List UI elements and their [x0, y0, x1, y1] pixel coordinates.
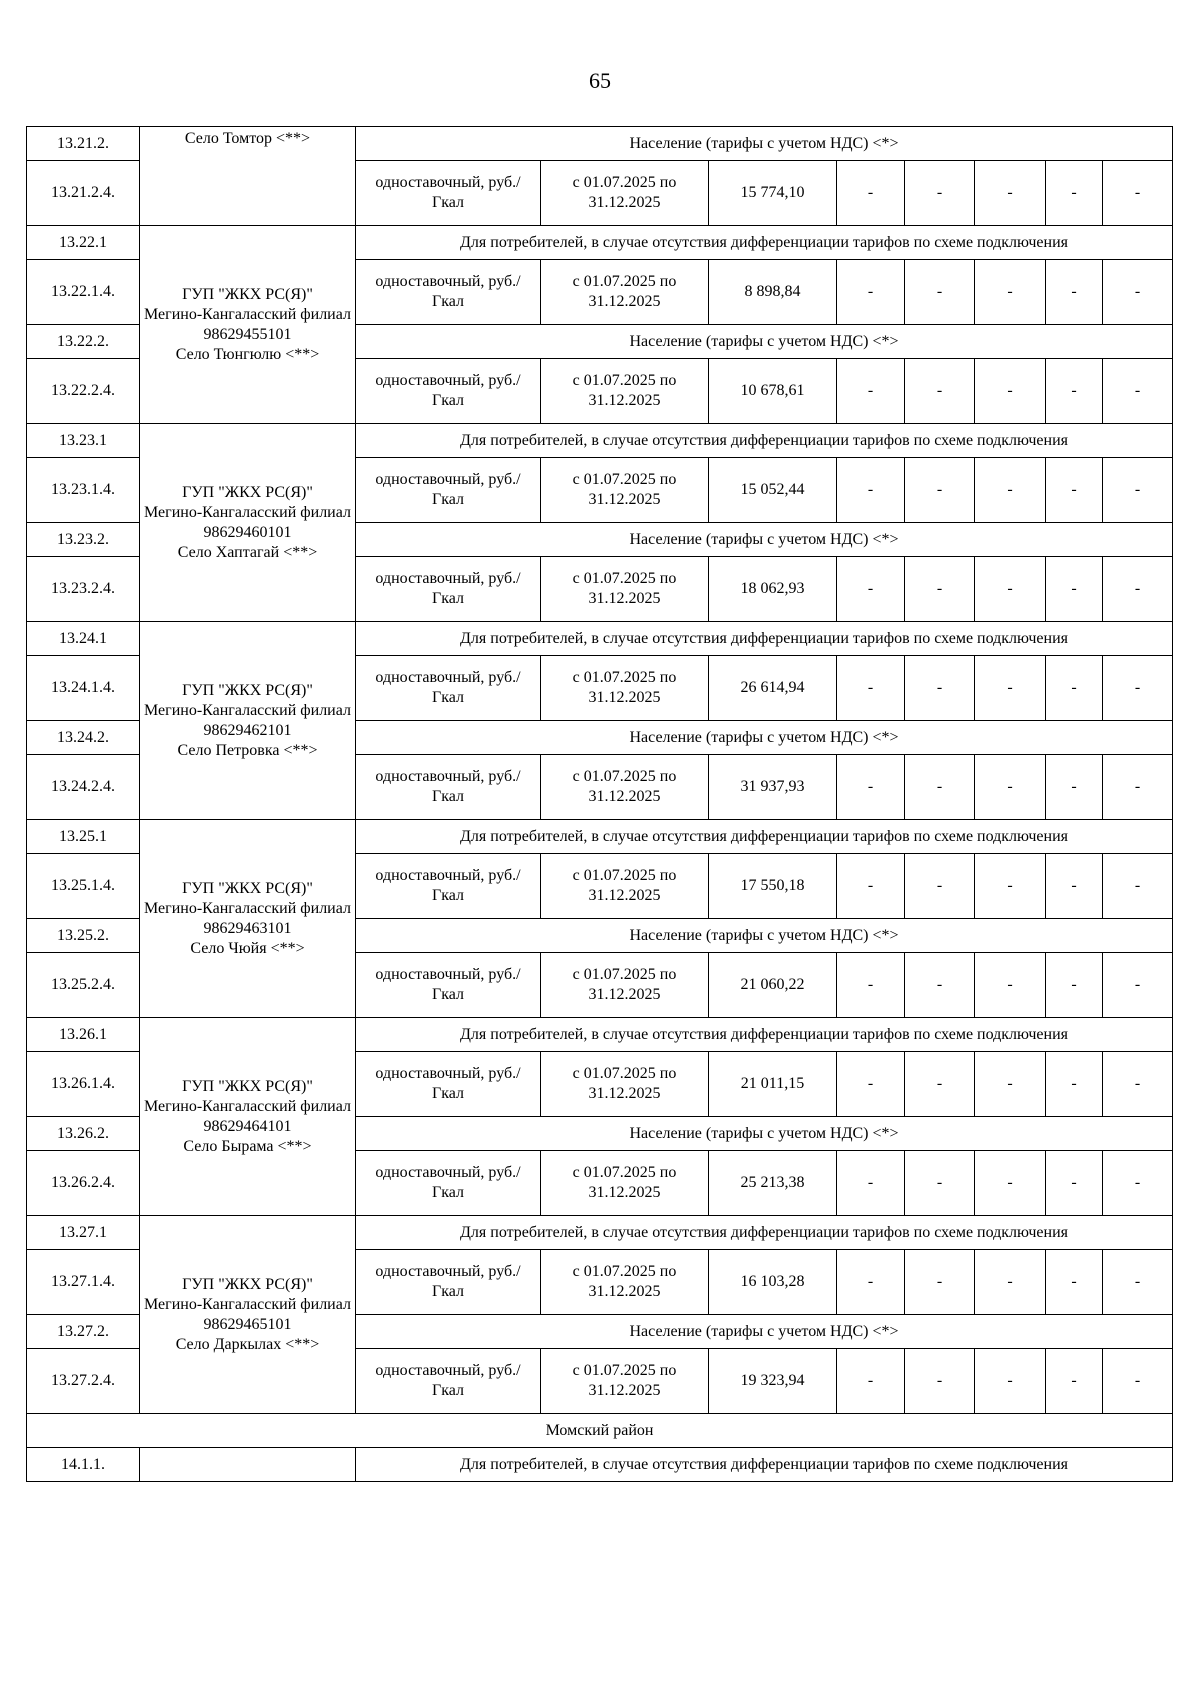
organization-place: Село Чюйя <**>	[190, 939, 305, 957]
tariff-type-cell: одноставочный, руб./Гкал	[356, 557, 541, 622]
tariff-type-cell: одноставочный, руб./Гкал	[356, 953, 541, 1018]
organization-cell	[140, 1216, 356, 1414]
empty-value-dash: -	[1103, 557, 1173, 622]
row-code-cell: 13.25.1	[27, 820, 140, 854]
organization-place: Село Томтор <**>	[184, 130, 311, 147]
empty-value-dash: -	[975, 1349, 1046, 1414]
organization-place: Село Петровка <**>	[177, 741, 318, 759]
period-cell: с 01.07.2025 по 31.12.2025	[541, 260, 709, 325]
table-row	[27, 127, 1173, 161]
row-code-cell: 13.23.2.4.	[27, 557, 140, 622]
organization-name: ГУП "ЖКХ РС(Я)"	[182, 483, 313, 501]
population-header-cell: Население (тарифы с учетом НДС) <*>	[356, 523, 1173, 557]
tariff-type-cell: одноставочный, руб./Гкал	[356, 161, 541, 226]
period-cell: с 01.07.2025 по 31.12.2025	[541, 1349, 709, 1414]
table-row	[27, 1448, 1173, 1482]
consumers-header-cell: Для потребителей, в случае отсутствия дифференциации тарифов по схеме подключения	[356, 1216, 1173, 1250]
organization-code: 98629455101	[203, 325, 292, 343]
organization-cell	[140, 127, 356, 226]
empty-value-dash: -	[837, 458, 905, 523]
empty-value-dash: -	[1046, 1052, 1103, 1117]
population-header-cell: Население (тарифы с учетом НДС) <*>	[356, 127, 1173, 161]
organization-branch: Мегино-Кангаласский филиал	[144, 899, 351, 917]
period-cell: с 01.07.2025 по 31.12.2025	[541, 1250, 709, 1315]
tariff-type-cell: одноставочный, руб./Гкал	[356, 1052, 541, 1117]
row-code-cell: 13.24.2.4.	[27, 755, 140, 820]
organization-code: 98629465101	[203, 1315, 292, 1333]
row-code-cell: 13.26.2.4.	[27, 1151, 140, 1216]
organization-code: 98629462101	[203, 721, 292, 739]
tariff-type-cell: одноставочный, руб./Гкал	[356, 656, 541, 721]
consumers-header-cell: Для потребителей, в случае отсутствия дифференциации тарифов по схеме подключения	[356, 1448, 1173, 1482]
organization-branch: Мегино-Кангаласский филиал	[144, 503, 351, 521]
empty-value-dash: -	[975, 359, 1046, 424]
organization-place: Село Тюнгюлю <**>	[175, 345, 320, 363]
organization-code: 98629464101	[203, 1117, 292, 1135]
organization-cell	[140, 622, 356, 820]
empty-value-dash: -	[837, 260, 905, 325]
row-code-cell: 13.23.2.	[27, 523, 140, 557]
row-code-cell: 13.25.1.4.	[27, 854, 140, 919]
empty-value-dash: -	[975, 953, 1046, 1018]
empty-value-dash: -	[905, 755, 975, 820]
empty-value-dash: -	[1103, 161, 1173, 226]
table-row	[27, 820, 1173, 854]
row-code-cell: 13.27.2.4.	[27, 1349, 140, 1414]
empty-value-dash: -	[837, 557, 905, 622]
empty-value-dash: -	[975, 1052, 1046, 1117]
district-name-cell: Момский район	[27, 1414, 1173, 1448]
tariff-type-cell: одноставочный, руб./Гкал	[356, 1250, 541, 1315]
row-code-cell: 13.25.2.	[27, 919, 140, 953]
tariff-value-cell: 15 052,44	[709, 458, 837, 523]
empty-value-dash: -	[975, 1151, 1046, 1216]
tariff-type-cell: одноставочный, руб./Гкал	[356, 755, 541, 820]
empty-value-dash: -	[1046, 359, 1103, 424]
table-row	[27, 1216, 1173, 1250]
empty-value-dash: -	[1103, 1151, 1173, 1216]
organization-name: ГУП "ЖКХ РС(Я)"	[182, 1275, 313, 1293]
district-row	[27, 1414, 1173, 1448]
empty-value-dash: -	[1103, 1349, 1173, 1414]
organization-code: 98629463101	[203, 919, 292, 937]
tariff-value-cell: 18 062,93	[709, 557, 837, 622]
empty-value-dash: -	[837, 359, 905, 424]
empty-value-dash: -	[1103, 260, 1173, 325]
table-row	[27, 622, 1173, 656]
tariff-value-cell: 17 550,18	[709, 854, 837, 919]
tariff-value-cell: 21 060,22	[709, 953, 837, 1018]
empty-value-dash: -	[905, 260, 975, 325]
organization-cell	[140, 424, 356, 622]
organization-place: Село Бырама <**>	[183, 1137, 312, 1155]
tariff-type-cell: одноставочный, руб./Гкал	[356, 458, 541, 523]
row-code-cell: 13.22.1.4.	[27, 260, 140, 325]
table-row	[27, 1018, 1173, 1052]
empty-value-dash: -	[905, 1349, 975, 1414]
tariff-value-cell: 10 678,61	[709, 359, 837, 424]
tariff-type-cell: одноставочный, руб./Гкал	[356, 854, 541, 919]
row-code-cell: 13.27.1.4.	[27, 1250, 140, 1315]
row-code-cell: 13.23.1	[27, 424, 140, 458]
empty-value-dash: -	[1103, 1052, 1173, 1117]
empty-value-dash: -	[837, 953, 905, 1018]
organization-branch: Мегино-Кангаласский филиал	[144, 701, 351, 719]
empty-value-dash: -	[905, 953, 975, 1018]
organization-cell-empty	[140, 1448, 356, 1482]
empty-value-dash: -	[1046, 1151, 1103, 1216]
empty-value-dash: -	[837, 1250, 905, 1315]
empty-value-dash: -	[1046, 755, 1103, 820]
table-row	[27, 424, 1173, 458]
population-header-cell: Население (тарифы с учетом НДС) <*>	[356, 1315, 1173, 1349]
empty-value-dash: -	[1046, 953, 1103, 1018]
organization-code: 98629460101	[203, 523, 292, 541]
tariff-value-cell: 15 774,10	[709, 161, 837, 226]
row-code-cell: 13.24.1.4.	[27, 656, 140, 721]
consumers-header-cell: Для потребителей, в случае отсутствия дифференциации тарифов по схеме подключения	[356, 226, 1173, 260]
row-code-cell: 13.22.2.	[27, 325, 140, 359]
organization-name: ГУП "ЖКХ РС(Я)"	[182, 1077, 313, 1095]
row-code-cell: 13.25.2.4.	[27, 953, 140, 1018]
organization-name: ГУП "ЖКХ РС(Я)"	[182, 681, 313, 699]
empty-value-dash: -	[975, 854, 1046, 919]
organization-cell	[140, 1018, 356, 1216]
empty-value-dash: -	[1103, 359, 1173, 424]
tariff-type-cell: одноставочный, руб./Гкал	[356, 260, 541, 325]
tariff-type-cell: одноставочный, руб./Гкал	[356, 1349, 541, 1414]
empty-value-dash: -	[905, 557, 975, 622]
organization-branch: Мегино-Кангаласский филиал	[144, 305, 351, 323]
period-cell: с 01.07.2025 по 31.12.2025	[541, 1151, 709, 1216]
row-code-cell: 13.26.1	[27, 1018, 140, 1052]
organization-cell	[140, 226, 356, 424]
empty-value-dash: -	[1046, 1250, 1103, 1315]
tariff-value-cell: 8 898,84	[709, 260, 837, 325]
empty-value-dash: -	[1046, 458, 1103, 523]
empty-value-dash: -	[905, 458, 975, 523]
row-code-cell: 13.24.1	[27, 622, 140, 656]
period-cell: с 01.07.2025 по 31.12.2025	[541, 656, 709, 721]
period-cell: с 01.07.2025 по 31.12.2025	[541, 557, 709, 622]
organization-name: ГУП "ЖКХ РС(Я)"	[182, 285, 313, 303]
organization-cell	[140, 820, 356, 1018]
population-header-cell: Население (тарифы с учетом НДС) <*>	[356, 919, 1173, 953]
empty-value-dash: -	[905, 161, 975, 226]
empty-value-dash: -	[975, 656, 1046, 721]
empty-value-dash: -	[1046, 854, 1103, 919]
tariff-type-cell: одноставочный, руб./Гкал	[356, 359, 541, 424]
organization-place: Село Даркылах <**>	[175, 1335, 320, 1353]
empty-value-dash: -	[1046, 1349, 1103, 1414]
row-code-cell: 13.26.2.	[27, 1117, 140, 1151]
period-cell: с 01.07.2025 по 31.12.2025	[541, 755, 709, 820]
tariff-value-cell: 31 937,93	[709, 755, 837, 820]
empty-value-dash: -	[1103, 755, 1173, 820]
empty-value-dash: -	[837, 1052, 905, 1117]
empty-value-dash: -	[1046, 656, 1103, 721]
empty-value-dash: -	[837, 1349, 905, 1414]
tariff-value-cell: 21 011,15	[709, 1052, 837, 1117]
row-code-cell: 13.22.2.4.	[27, 359, 140, 424]
row-code-cell: 13.23.1.4.	[27, 458, 140, 523]
tariff-type-cell: одноставочный, руб./Гкал	[356, 1151, 541, 1216]
period-cell: с 01.07.2025 по 31.12.2025	[541, 953, 709, 1018]
empty-value-dash: -	[905, 1052, 975, 1117]
page-number: 65	[589, 68, 611, 93]
period-cell: с 01.07.2025 по 31.12.2025	[541, 854, 709, 919]
empty-value-dash: -	[1103, 953, 1173, 1018]
organization-name: ГУП "ЖКХ РС(Я)"	[182, 879, 313, 897]
row-code-cell: 13.21.2.4.	[27, 161, 140, 226]
tariff-value-cell: 19 323,94	[709, 1349, 837, 1414]
consumers-header-cell: Для потребителей, в случае отсутствия дифференциации тарифов по схеме подключения	[356, 1018, 1173, 1052]
consumers-header-cell: Для потребителей, в случае отсутствия дифференциации тарифов по схеме подключения	[356, 424, 1173, 458]
empty-value-dash: -	[1103, 1250, 1173, 1315]
empty-value-dash: -	[837, 1151, 905, 1216]
organization-branch: Мегино-Кангаласский филиал	[144, 1295, 351, 1313]
row-code-cell: 13.27.1	[27, 1216, 140, 1250]
empty-value-dash: -	[975, 458, 1046, 523]
organization-place: Село Хаптагай <**>	[177, 543, 318, 561]
tariff-value-cell: 25 213,38	[709, 1151, 837, 1216]
row-code-cell: 14.1.1.	[27, 1448, 140, 1482]
tariff-table-body	[27, 127, 1173, 1482]
period-cell: с 01.07.2025 по 31.12.2025	[541, 1052, 709, 1117]
empty-value-dash: -	[837, 656, 905, 721]
empty-value-dash: -	[837, 161, 905, 226]
period-cell: с 01.07.2025 по 31.12.2025	[541, 458, 709, 523]
organization-branch: Мегино-Кангаласский филиал	[144, 1097, 351, 1115]
empty-value-dash: -	[975, 260, 1046, 325]
empty-value-dash: -	[1103, 854, 1173, 919]
empty-value-dash: -	[1103, 458, 1173, 523]
empty-value-dash: -	[1046, 557, 1103, 622]
period-cell: с 01.07.2025 по 31.12.2025	[541, 359, 709, 424]
empty-value-dash: -	[905, 359, 975, 424]
period-cell: с 01.07.2025 по 31.12.2025	[541, 161, 709, 226]
consumers-header-cell: Для потребителей, в случае отсутствия дифференциации тарифов по схеме подключения	[356, 820, 1173, 854]
empty-value-dash: -	[905, 1250, 975, 1315]
row-code-cell: 13.21.2.	[27, 127, 140, 161]
empty-value-dash: -	[837, 854, 905, 919]
empty-value-dash: -	[1103, 656, 1173, 721]
empty-value-dash: -	[975, 557, 1046, 622]
empty-value-dash: -	[837, 755, 905, 820]
row-code-cell: 13.24.2.	[27, 721, 140, 755]
empty-value-dash: -	[975, 1250, 1046, 1315]
consumers-header-cell: Для потребителей, в случае отсутствия дифференциации тарифов по схеме подключения	[356, 622, 1173, 656]
empty-value-dash: -	[1046, 260, 1103, 325]
empty-value-dash: -	[905, 1151, 975, 1216]
empty-value-dash: -	[1046, 161, 1103, 226]
row-code-cell: 13.26.1.4.	[27, 1052, 140, 1117]
population-header-cell: Население (тарифы с учетом НДС) <*>	[356, 1117, 1173, 1151]
tariff-value-cell: 16 103,28	[709, 1250, 837, 1315]
tariff-table	[26, 126, 1173, 1482]
population-header-cell: Население (тарифы с учетом НДС) <*>	[356, 721, 1173, 755]
population-header-cell: Население (тарифы с учетом НДС) <*>	[356, 325, 1173, 359]
table-row	[27, 226, 1173, 260]
empty-value-dash: -	[975, 161, 1046, 226]
row-code-cell: 13.27.2.	[27, 1315, 140, 1349]
row-code-cell: 13.22.1	[27, 226, 140, 260]
tariff-value-cell: 26 614,94	[709, 656, 837, 721]
empty-value-dash: -	[905, 854, 975, 919]
empty-value-dash: -	[975, 755, 1046, 820]
empty-value-dash: -	[905, 656, 975, 721]
